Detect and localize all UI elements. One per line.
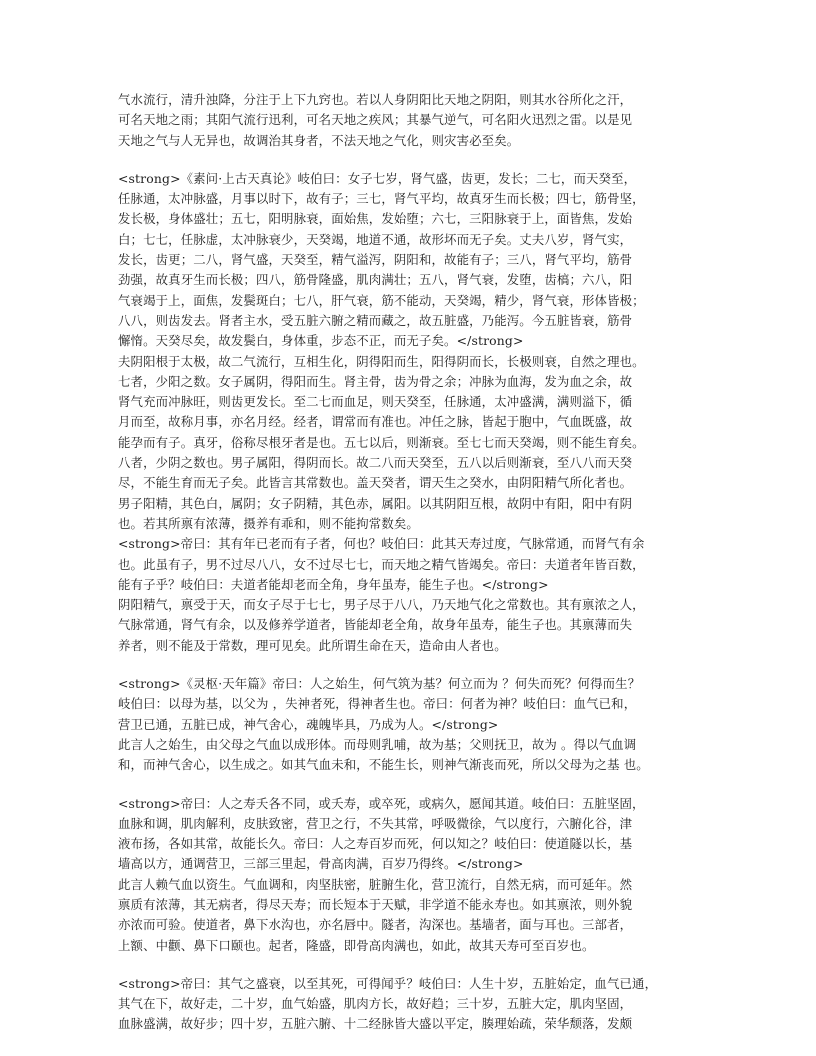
text-line: 夫阴阳根于太极，故二气流行，互相生化，阴得阳而生，阳得阴而长，长极则衰，自然之理也。 (118, 353, 645, 369)
text-line: 养者，则不能及于常数，理可见矣。此所谓生命在天，造命由人者也。 (118, 637, 507, 653)
text-line: 发长极，身体盛壮；五七，阳明脉衰，面始焦，发始堕；六七，三阳脉衰于上，面皆焦，发始 (118, 211, 633, 227)
text-line: 七者，少阳之数。女子属阴，得阳而生。肾主骨，齿为骨之余；冲脉为血海，发为血之余，故 (118, 373, 633, 389)
text-line: 气衰竭于上，面焦，发鬓斑白；七八，肝气衰，筋不能动，天癸竭，精少，肾气衰，形体皆极； (118, 292, 645, 308)
paragraph-intro (118, 90, 706, 151)
text-line: 此言人之始生，由父母之气血以成形体。而母则乳哺，故为基；父则抚卫，故为 。得以气血调 (118, 736, 637, 752)
text-line: 禀质有浓薄，其无病者，得尽天寿；而长短本于天赋，非学道不能永寿也。如其禀浓，则外貌 (118, 896, 633, 912)
text-line: 也。此虽有子，男不过尽八八，女不过尽七七，而天地之精气皆竭矣。帝曰：夫道者年皆百数， (118, 556, 645, 572)
text-line: 任脉通，太冲脉盛，月事以时下，故有子；三七，肾气平均，故真牙生而长极；四七，筋骨坚， (118, 191, 645, 207)
text-line: 气水流行，清升浊降，分注于上下九窍也。若以人身阴阳比天地之阴阳，则其水谷所化之汗， (118, 92, 633, 107)
text-line: 也。若其所禀有浓薄，摄养有乖和，则不能拘常数矣。 (118, 515, 419, 531)
paragraph-longevity (118, 794, 706, 956)
text-line: 亦浓而可验。使道者，鼻下水沟也，亦名唇中。隧者，沟深也。基墙者，面与耳也。三部者， (118, 917, 633, 933)
text-line: 上额、中颧、鼻下口颐也。起者，隆盛，即骨高肉满也，如此，故其天寿可至百岁也。 (118, 937, 595, 953)
text-line: 其气在下，故好走，二十岁，血气始盛，肌肉方长，故好趋；三十岁，五脏大定，肌肉坚固， (118, 996, 633, 1012)
text-line: 肾气充而冲脉旺，则齿更发长。至二七而血足，则天癸至，任脉通，太冲盛满，满则溢下，循 (118, 394, 633, 410)
paragraph-decline (118, 974, 706, 1035)
text-line: 岐伯曰：以母为基，以父为 ，失神者死，得神者生也。帝曰：何者为神？岐伯曰：血气已和， (118, 696, 637, 712)
text-line: 气脉常通，肾气有余，以及修养学道者，皆能却老全角，故身年虽寿，能生子也。其禀薄而失 (118, 617, 633, 633)
text-line: 墙高以方，通调营卫，三部三里起，骨高肉满，百岁乃得终。</strong> (118, 856, 524, 872)
text-line: 此言人赖气血以资生。气血调和，肉坚肤密，脏腑生化，营卫流行，自然无病，而可延年。然 (118, 876, 633, 892)
text-line: 白；七七，任脉虚，太冲脉衰少，天癸竭，地道不通，故形坏而无子矣。丈夫八岁，肾气实， (118, 231, 633, 247)
text-line: 劲强，故真牙生而长极；四八，筋骨隆盛，肌肉满壮；五八，肾气衰，发堕，齿槁；六八，阳 (118, 272, 633, 288)
text-line: 营卫已通，五脏已成，神气舍心，魂魄毕具，乃成为人。</strong> (118, 716, 499, 732)
text-line: 血脉和调，肌肉解利，皮肤致密，营卫之行，不失其常，呼吸微徐，气以度行，六腑化谷，津 (118, 815, 633, 831)
text-line: 八八，则齿发去。肾者主水，受五脏六腑之精而藏之，故五脏盛，乃能泻。今五脏皆衰，筋骨 (118, 312, 633, 328)
paragraph-lingshu (118, 674, 706, 775)
text-line: 能孕而有子。真牙，俗称尽根牙者是也。五七以后，则渐衰。至七七而天癸竭，则不能生育矣。 (118, 434, 645, 450)
text-line: 男子阳精，其色白，属阴；女子阴精，其色赤，属阳。以其阴阳互根，故阴中有阳，阳中有阴 (118, 495, 633, 511)
text-line: <strong>《素问·上古天真论》岐伯曰：女子七岁，肾气盛，齿更，发长；二七，而天癸至， (118, 170, 637, 186)
text-line: <strong>帝曰：其气之盛衰，以至其死，可得闻乎？岐伯曰：人生十岁，五脏始定，血气已通， (118, 975, 658, 991)
text-line: <strong>《灵枢·天年篇》帝曰：人之始生，何气筑为基？何立而为 ？何失而死？何得而生？ (118, 676, 641, 692)
text-line: 发长，齿更；二八，肾气盛，天癸至，精气溢泻，阴阳和，故能有子；三八，肾气平均，筋骨 (118, 252, 633, 268)
text-line: 和，而神气舍心，以生成之。如其气血未和，不能生长，则神气渐丧而死，所以父母为之基 也。 (118, 757, 649, 773)
text-line: 月而至，故称月事，亦名月经。经者，谓常而有准也。冲任之脉，皆起于胞中，气血既盛，故 (118, 414, 633, 430)
text-line: <strong>帝曰：其有年已老而有子者，何也？岐伯曰：此其天寿过度，气脉常通，而肾气有余 (118, 536, 645, 552)
text-line: 尽，不能生育而无子矣。此皆言其常数也。盖天癸者，谓天生之癸水，由阴阳精气所化者也。 (118, 475, 633, 491)
text-line: 阴阳精气，禀受于天，而女子尽于七七，男子尽于八八，乃天地气化之常数也。其有禀浓之人， (118, 597, 645, 613)
text-line: 八者，少阴之数也。男子属阳，得阴而长。故二八而天癸至，五八以后则渐衰，至八八而天癸 (118, 455, 633, 471)
text-line: 液布扬，各如其常，故能长久。帝曰：人之寿百岁而死，何以知之？岐伯曰：使道隧以长，基 (118, 836, 633, 852)
text-line: 可名天地之雨；其阳气流行迅利，可名天地之疾风；其暴气逆气，可名阳火迅烈之雷。以是见 (118, 112, 633, 128)
text-line: 天地之气与人无异也，故调治其身者，不法天地之气化，则灾害必至矣。 (118, 132, 520, 148)
text-line: 懈惰。天癸尽矣，故发鬓白，身体重，步态不正，而无子矣。</strong> (118, 333, 524, 349)
paragraph-suwen (118, 169, 706, 656)
text-line: 血脉盛满，故好步；四十岁，五脏六腑、十二经脉皆大盛以平定，腠理始疏，荣华颓落，发颇 (118, 1016, 633, 1032)
text-line: <strong>帝曰：人之寿夭各不同，或夭寿，或卒死，或病久，愿闻其道。岐伯曰：五脏坚固， (118, 795, 645, 811)
text-line: 能有子乎？岐伯曰：夫道者能却老而全角，身年虽寿，能生子也。</strong> (118, 576, 549, 592)
